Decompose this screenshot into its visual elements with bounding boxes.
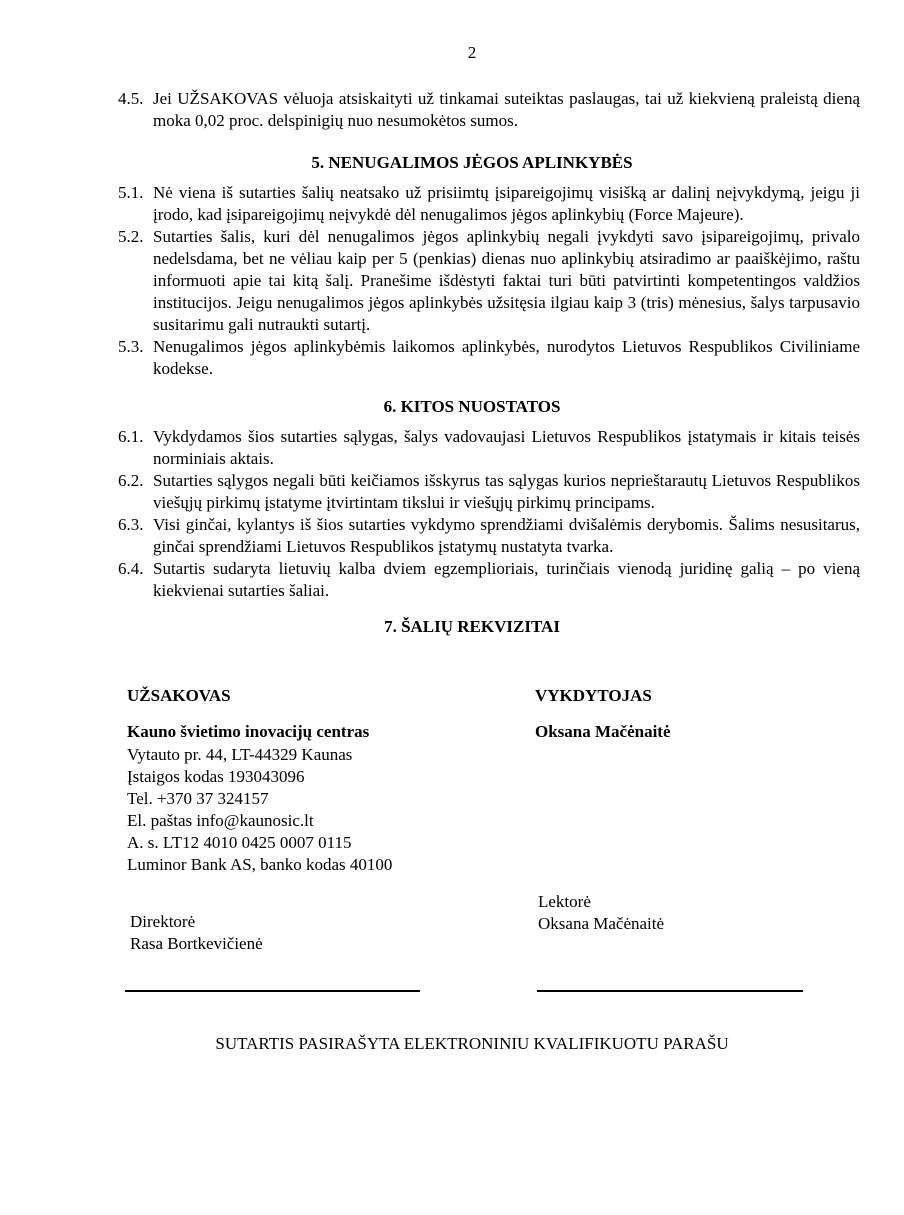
client-company-code: Įstaigos kodas 193043096	[127, 767, 305, 786]
clause-number: 6.4.	[118, 559, 144, 578]
contractor-signature-line	[537, 990, 803, 992]
clause-6-2	[118, 470, 860, 514]
client-email: El. paštas info@kaunosic.lt	[127, 811, 314, 830]
client-bank-account: A. s. LT12 4010 0425 0007 0115	[127, 833, 352, 852]
contractor-signer-title: Lektorė	[538, 892, 591, 911]
contractor-name: Oksana Mačėnaitė	[535, 722, 671, 741]
clause-number: 5.2.	[118, 227, 144, 246]
clause-text: Nė viena iš sutarties šalių neatsako už prisiimtų įsipareigojimų visišką ar dalinį neįvykdymą, jeigu ji įrodo, kad įsipareigojimų neįvykdė dėl nenugalimos jėgos aplinkybių (Force Majeure).	[153, 183, 860, 224]
client-role-heading: UŽSAKOVAS	[127, 686, 231, 705]
clause-5-3	[118, 336, 860, 380]
contractor-signer-name: Oksana Mačėnaitė	[538, 914, 665, 933]
clause-text: Vykdydamos šios sutarties sąlygas, šalys vadovaujasi Lietuvos Respublikos įstatymais ir kitais teisės norminiais aktais.	[153, 427, 860, 468]
clause-6-1	[118, 426, 860, 470]
clause-number: 6.1.	[118, 427, 144, 446]
section-6-title: 6. KITOS NUOSTATOS	[383, 397, 561, 416]
clause-text: Sutartis sudaryta lietuvių kalba dviem egzemplioriais, turinčiais vienodą juridinę galią – po vieną kiekvienai sutarties šaliai.	[153, 559, 860, 600]
client-address: Vytauto pr. 44, LT-44329 Kaunas	[127, 745, 353, 764]
clause-number: 6.2.	[118, 471, 144, 490]
clause-number: 5.1.	[118, 183, 144, 202]
client-signer-name: Rasa Bortkevičienė	[130, 934, 263, 953]
clause-text: Nenugalimos jėgos aplinkybėmis laikomos aplinkybės, nurodytos Lietuvos Respublikos Civiliniame kodekse.	[153, 337, 860, 378]
parties-requisites-section	[118, 638, 860, 1093]
client-phone: Tel. +370 37 324157	[127, 789, 269, 808]
clause-5-2	[118, 226, 860, 336]
client-bank: Luminor Bank AS, banko kodas 40100	[127, 855, 393, 874]
electronic-signature-note: SUTARTIS PASIRAŠYTA ELEKTRONINIU KVALIFIKUOTU PARAŠU	[215, 1034, 729, 1053]
clause-text: Visi ginčai, kylantys iš šios sutarties vykdymo sprendžiami dvišalėmis derybomis. Šalims nesusitarus, ginčai sprendžiami Lietuvos Respublikos įstatymų nustatyta tvarka.	[153, 515, 860, 556]
client-signer-title: Direktorė	[130, 912, 196, 931]
clause-text: Jei UŽSAKOVAS vėluoja atsiskaityti už tinkamai suteiktas paslaugas, tai už kiekvieną praleistą dieną moka 0,02 proc. delspinigių nuo nesumokėtos sumos.	[153, 89, 860, 130]
client-details	[127, 744, 392, 876]
clause-number: 5.3.	[118, 337, 144, 356]
clause-5-1	[118, 182, 860, 226]
clause-text: Sutarties sąlygos negali būti keičiamos išskyrus tas sąlygas kurios neprieštarautų Lietuvos Respublikos viešųjų pirkimų įstatyme įtvirtintam tikslui ir viešųjų pirkimų principams.	[153, 471, 860, 512]
clause-number: 6.3.	[118, 515, 144, 534]
section-5-title: 5. NENUGALIMOS JĖGOS APLINKYBĖS	[311, 153, 633, 172]
section-7-title: 7. ŠALIŲ REKVIZITAI	[384, 617, 560, 636]
clause-6-3	[118, 514, 860, 558]
clause-6-4	[118, 558, 860, 602]
clause-text: Sutarties šalis, kuri dėl nenugalimos jėgos aplinkybių negali įvykdyti savo įsipareigojimų, privalo nedelsdama, bet ne vėliau kaip per 5 (penkias) dienas nuo aplinkybių atsiradimo ar paaiškėjimo, raštu informuoti apie tai kitą šalį. Pranešime išdėstyti faktai turi būti patvirtinti kompetentingos valdžios institucijos. Jeigu nenugalimos jėgos aplinkybės užsitęsia ilgiau kaip 3 (tris) mėnesius, šalys tarpusavio susitarimu gali nutraukti sutartį.	[153, 227, 860, 334]
page-number: 2	[467, 43, 477, 62]
client-name: Kauno švietimo inovacijų centras	[127, 722, 370, 741]
contractor-role-heading: VYKDYTOJAS	[535, 686, 652, 705]
client-signature-line	[125, 990, 420, 992]
clause-4-5	[118, 88, 860, 132]
clause-number: 4.5.	[118, 89, 144, 108]
